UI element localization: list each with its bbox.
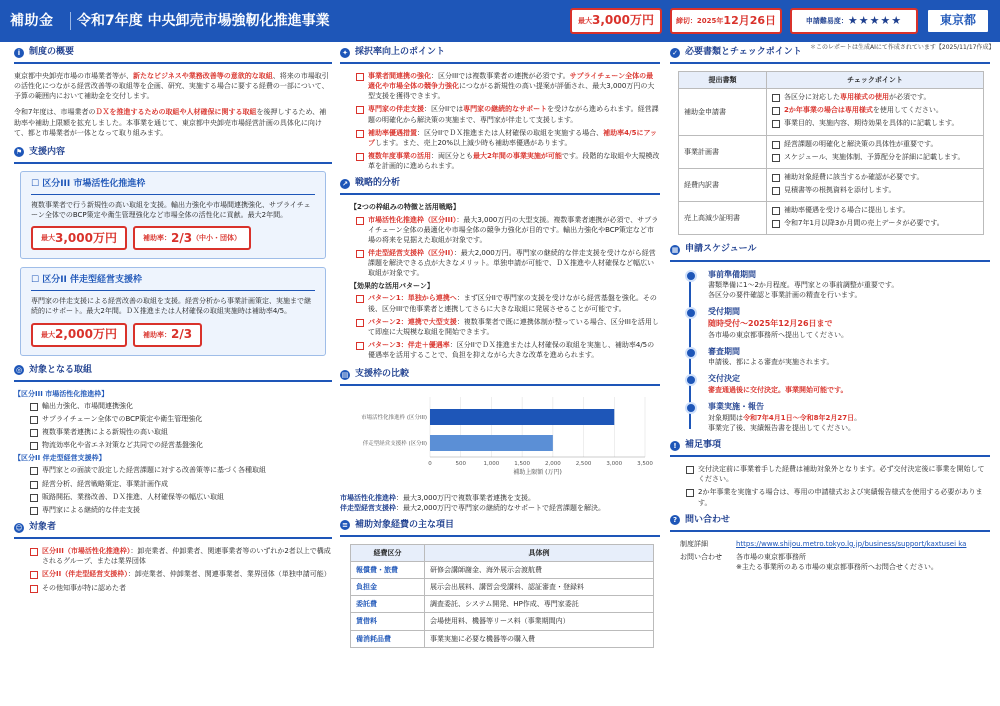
column-left — [14, 46, 332, 596]
rate-pill: 補助率： 2/3 （中小・団体） — [133, 226, 251, 250]
x-axis-label: 補助上限額 (万円) — [513, 469, 562, 477]
list-item: パターン2：連携で大型支援：複数事業者で既に連携体制が整っている場合、区分IIIを活用して即座に大規模な取組を開始できます。 — [356, 317, 660, 337]
box-desc: 専門家の伴走支援による経営改善の取組を支援。経営分析から事業計画策定、実施まで継続的にサポート。最大2年間。ＤＸ推進または人材確保の取組実施時は補助率4/5。 — [31, 297, 311, 316]
category-tag: 補助金 — [10, 13, 54, 29]
list-item: 2か年事業を実施する場合は、専用の申請様式および実績報告様式を使用する必要があります。 — [686, 487, 990, 507]
supp-list — [670, 464, 990, 508]
list-item: 事業目的、実施内容、期待効果を具体的に記載します。 — [772, 118, 978, 128]
tick-label: 0 — [428, 461, 432, 468]
list-item: 専門家との面談で設定した経営課題に対する改善策等に基づく各種取組 — [30, 465, 332, 475]
list-item: 経営分析、経営戦略策定、事業計画作成 — [30, 479, 332, 489]
targets-group-2: 【区分II 伴走型経営支援枠】 — [14, 454, 106, 463]
contact-heading: ? 問い合わせ — [670, 514, 990, 532]
contact-note: ※主たる事業所のある市場の東京都事務所へお問合せください。 — [736, 562, 938, 571]
strategy-sub-1: 【2つの枠組みの特徴と活用戦略】 — [350, 203, 460, 212]
targets-list-2 — [14, 465, 332, 515]
list-item: 区分III（市場活性化推進枠）：卸売業者、仲卸業者、関連事業者等のいずれか2者以上で構成されるグループ、または業界団体 — [30, 546, 332, 566]
targets-heading: ◎ 対象となる取組 — [14, 364, 332, 382]
list-item: 販路開拓、業務改善、ＤＸ推進、人材確保等の幅広い取組 — [30, 492, 332, 502]
clipboard-icon: ✓ — [670, 48, 680, 58]
points-list — [340, 71, 660, 171]
list-item: 補助率優遇を受ける場合に提出します。 — [772, 205, 978, 215]
support-box-kubun3 — [20, 171, 326, 259]
targets-group-3: 【区分III 市場活性化推進枠】 — [14, 389, 109, 398]
table-row: 負担金 展示会出展料、講習会受講料、認証審査・登録料 — [351, 579, 654, 596]
column-right — [670, 46, 990, 572]
table-row: 委託費 調査委託、システム開発、HP作成、専門家委託 — [351, 596, 654, 613]
timeline-step: 審査期間 申請後、都による審査が実施されます。 — [708, 346, 990, 368]
list-item: 伴走型経営支援枠（区分II）：最大2,000万円。専門家の継続的な伴走支援を受けながら経営課題を解決できる点が大きなメリット。単独申請が可能で、ＤＸ推進や人材確保など幅広い取組が対象です。 — [356, 248, 660, 278]
table-row: 事業計画書 経営課題の明確化と解決策の具体性が重要です。 スケジュール、実施体制、予算配分を詳細に記載します。 — [679, 135, 984, 168]
schedule-heading: ▦ 申請スケジュール — [670, 243, 990, 261]
list-item: 複数年度事業の活用：両区分とも最大2年間の事業実施が可能です。段階的な取組や大規模改革を計画的に進められます。 — [356, 151, 660, 171]
expenses-heading: ≡ 補助対象経費の主な項目 — [340, 519, 660, 537]
overview-heading: i 制度の概要 — [14, 46, 332, 64]
col-header: 提出書類 — [679, 72, 767, 89]
timeline-step: 事業実施・報告 対象期間は令和7年4月1日〜令和8年2月27日。 事業完了後、実績報告書を提出してください。 — [708, 401, 990, 433]
list-item: 専門家による継続的な伴走支援 — [30, 505, 332, 515]
tick-label: 3,500 — [637, 461, 653, 468]
col-header: 具体例 — [425, 544, 654, 561]
column-middle — [340, 46, 660, 648]
lightbulb-icon: ✦ — [340, 48, 350, 58]
support-heading: ⚑ 支援内容 — [14, 146, 332, 164]
bar-kubun2 — [430, 435, 553, 451]
list-item: サプライチェーン全体でのBCP策定や衛生管理強化 — [30, 414, 332, 424]
warning-icon: ! — [670, 441, 680, 451]
supp-heading: ! 補足事項 — [670, 439, 990, 457]
header-bar — [0, 0, 1000, 42]
difficulty-badge: 申請難易度： ★★★★★ — [790, 8, 918, 34]
contact-site-row: 制度詳細 https://www.shijou.metro.tokyo.lg.jp/business/support/kaxtusei ka — [680, 539, 967, 548]
category-label: 市場活性化推進枠 (区分III) — [361, 415, 427, 422]
strategy-sub-2: 【効果的な活用パターン】 — [350, 282, 434, 291]
docs-heading: ✓ 必要書類とチェックポイント — [670, 46, 990, 64]
compare-note-1: 市場活性化推進枠：最大3,000万円で複数事業者連携を支援。 — [340, 493, 536, 502]
table-row: 報償費・旅費 研修会講師謝金、海外展示会渡航費 — [351, 561, 654, 578]
targets-list-3 — [14, 401, 332, 451]
tick-label: 1,500 — [514, 461, 531, 468]
list-item: その他知事が特に認めた者 — [30, 583, 332, 593]
rate-pill: 補助率： 2/3 — [133, 323, 202, 347]
site-link[interactable]: https://www.shijou.metro.tokyo.lg.jp/business/support/kaxtusei ka — [736, 539, 967, 548]
tick-label: 1,000 — [483, 461, 500, 468]
support-box-kubun2 — [20, 267, 326, 355]
list-item: 専門家の伴走支援：区分IIでは専門家の継続的なサポートを受けながら進められます。経営課題の明確化から解決策の実施まで、専門家が伴走して支援します。 — [356, 104, 660, 124]
max-amount-pill: 最大 2,000万円 — [31, 323, 127, 347]
info-icon: i — [14, 48, 24, 58]
box-title: ☐ 区分III 市場活性化推進枠 — [31, 178, 315, 195]
question-icon: ? — [670, 515, 680, 525]
timeline-step: 受付期間 随時受付〜2025年12月26日まで 各市場の東京都事務所へ提出してください。 — [708, 306, 990, 339]
list-icon: ≡ — [340, 520, 350, 530]
header-divider — [70, 12, 71, 30]
docs-table — [678, 71, 984, 235]
strategy-list-1 — [340, 215, 660, 279]
list-item: 複数事業者連携による新規性の高い取組 — [30, 427, 332, 437]
overview-paragraph-2: 令和7年度は、市場業者のＤＸを推進するための取組や人材確保に関する取組を後押しするため、補助率や補助上限額を拡充しました。本事業を通じて、東京都中央卸売市場経営計画の具体化に向けて、都と市場業者が一体となって取り組みます。 — [14, 108, 327, 137]
list-item: パターン3：伴走＋優遇率：区分IIでＤＸ推進または人材確保の取組を実施し、補助率4/5の優遇率を活用することで、負担を抑えながら大きな改革を進められます。 — [356, 340, 660, 360]
table-row: 売上高減少証明書 補助率優遇を受ける場合に提出します。 令和7年1月以降3か月間の売上データが必要です。 — [679, 202, 984, 235]
timeline-step: 事前準備期間 書類準備に1〜2か月程度。専門家との事前調整が重要です。 各区分の要件確認と事業計画の精査を行います。 — [708, 269, 990, 301]
expenses-table — [350, 544, 654, 648]
schedule-timeline — [684, 269, 990, 434]
list-item: スケジュール、実施体制、予算配分を詳細に記載します。 — [772, 152, 978, 162]
list-item: 2か年事業の場合は専用様式を使用してください。 — [772, 105, 978, 115]
list-item: 区分II（伴走型経営支援枠）：卸売業者、仲卸業者、関連事業者、業界団体（単独申請可能） — [30, 569, 332, 579]
compare-chart — [340, 393, 660, 485]
tick-label: 500 — [455, 461, 466, 468]
list-item: 経営課題の明確化と解決策の具体性が重要です。 — [772, 139, 978, 149]
list-item: 輸出力強化、市場間連携強化 — [30, 401, 332, 411]
timeline-step: 交付決定 審査通過後に交付決定。事業開始可能です。 — [708, 373, 990, 395]
deadline-badge: 締切：2025年 12月26日 — [670, 8, 782, 34]
table-row: 補助金申請書 各区分に対応した専用様式の使用が必須です。 2か年事業の場合は専用様式を使用してください。 事業目的、実施内容、期待効果を具体的に記載します。 — [679, 89, 984, 135]
contact-who-row: お問い合わせ 各市場の東京都事務所 — [680, 552, 806, 561]
tick-label: 2,500 — [575, 461, 592, 468]
box-title: ☐ 区分II 伴走型経営支援枠 — [31, 274, 315, 291]
people-icon: ☺ — [15, 523, 23, 532]
list-item: 補助率優遇措置：区分IIでＤＸ推進または人材確保の取組を実施する場合、補助率4/5にアップします。また、売上20%以上減少時も補助率優遇があります。 — [356, 128, 660, 148]
list-item: 事業者間連携の強化：区分IIIでは複数事業者の連携が必須です。サプライチェーン全体の最適化や市場全体の競争力強化につながる新規性の高い提案が評価され、最大3,000万円の大型支援を獲得できます。 — [356, 71, 660, 101]
compare-heading: ▤ 支援枠の比較 — [340, 368, 660, 386]
list-item: 各区分に対応した専用様式の使用が必須です。 — [772, 92, 978, 102]
bar-kubun3 — [430, 409, 614, 425]
list-item: パターン1：単独から連携へ：まず区分IIで専門家の支援を受けながら経営基盤を強化。その後、区分IIIで他事業者と連携してさらに大きな取組に発展させることが可能です。 — [356, 293, 660, 313]
contact-block — [670, 539, 990, 572]
list-item: 交付決定前に事業着手した経費は補助対象外となります。必ず交付決定後に事業を開始してください。 — [686, 464, 990, 484]
list-item: 物流効率化や省エネ対策など共同での経営基盤強化 — [30, 440, 332, 450]
points-heading: ✦ 採択率向上のポイント — [340, 46, 660, 64]
list-item: 補助対象経費に該当するか確認が必要です。 — [772, 172, 978, 182]
chart-icon: ↗ — [340, 179, 350, 189]
max-amount-badge: 最大 3,000万円 — [570, 8, 662, 34]
table-row: 賃借料 会場使用料、機器等リース料（事業期間内） — [351, 613, 654, 630]
compare-note-2: 伴走型経営支援枠：最大2,000万円で専門家の継続的なサポートで経営課題を解決。 — [340, 503, 606, 512]
table-row: 経費内訳書 補助対象経費に該当するか確認が必要です。 見積書等の根拠資料を添付します。 — [679, 168, 984, 201]
eligible-heading: ☺ 対象者 — [14, 521, 332, 539]
target-icon: ◎ — [15, 366, 23, 375]
tick-label: 3,000 — [606, 461, 623, 468]
flag-icon: ⚑ — [15, 148, 23, 157]
list-item: 市場活性化推進枠（区分III）：最大3,000万円の大型支援。複数事業者連携が必須で、サプライチェーン全体の最適化や市場全体の競争力強化が目的です。輸出力強化やBCP策定など市場の将来を見据えた取組が対象です。 — [356, 215, 660, 245]
col-header: チェックポイント — [767, 72, 984, 89]
calendar-icon: ▦ — [671, 245, 679, 254]
list-item: 令和7年1月以降3か月間の売上データが必要です。 — [772, 218, 978, 228]
ai-note: ＊このレポートは生成AIにて作成されています【2025/11/17作成】 — [810, 44, 995, 51]
overview-paragraph-1: 東京都中央卸売市場の市場業者等が、新たなビジネスや業務改善等の意欲的な取組、将来の市場取引の活性化につながる経営改善等の取組等を企画、研究、実施する場合に要する経費の一部について、予算の範囲内において補助金を交付します。 — [14, 72, 329, 101]
page-title: 令和7年度 中央卸売市場強靭化推進事業 — [77, 13, 330, 29]
category-label: 伴走型経営支援枠 (区分II) — [362, 441, 427, 448]
list-item: 見積書等の根拠資料を添付します。 — [772, 185, 978, 195]
prefecture-badge: 東京都 — [926, 8, 990, 34]
col-header: 経費区分 — [351, 544, 425, 561]
box-desc: 複数事業者で行う新規性の高い取組を支援。輸出力強化や市場間連携強化、サプライチェーン全体でのBCP策定や衛生管理強化など市場全体の活性化に貢献。最大2年間。 — [31, 200, 311, 220]
bar-chart-icon: ▤ — [341, 370, 349, 379]
strategy-heading: ↗ 戦略的分析 — [340, 177, 660, 195]
strategy-list-2 — [340, 293, 660, 360]
eligible-list — [14, 546, 332, 593]
table-row: 備消耗品費 事業実施に必要な機器等の購入費 — [351, 630, 654, 647]
tick-label: 2,000 — [544, 461, 561, 468]
max-amount-pill: 最大 3,000万円 — [31, 226, 127, 250]
